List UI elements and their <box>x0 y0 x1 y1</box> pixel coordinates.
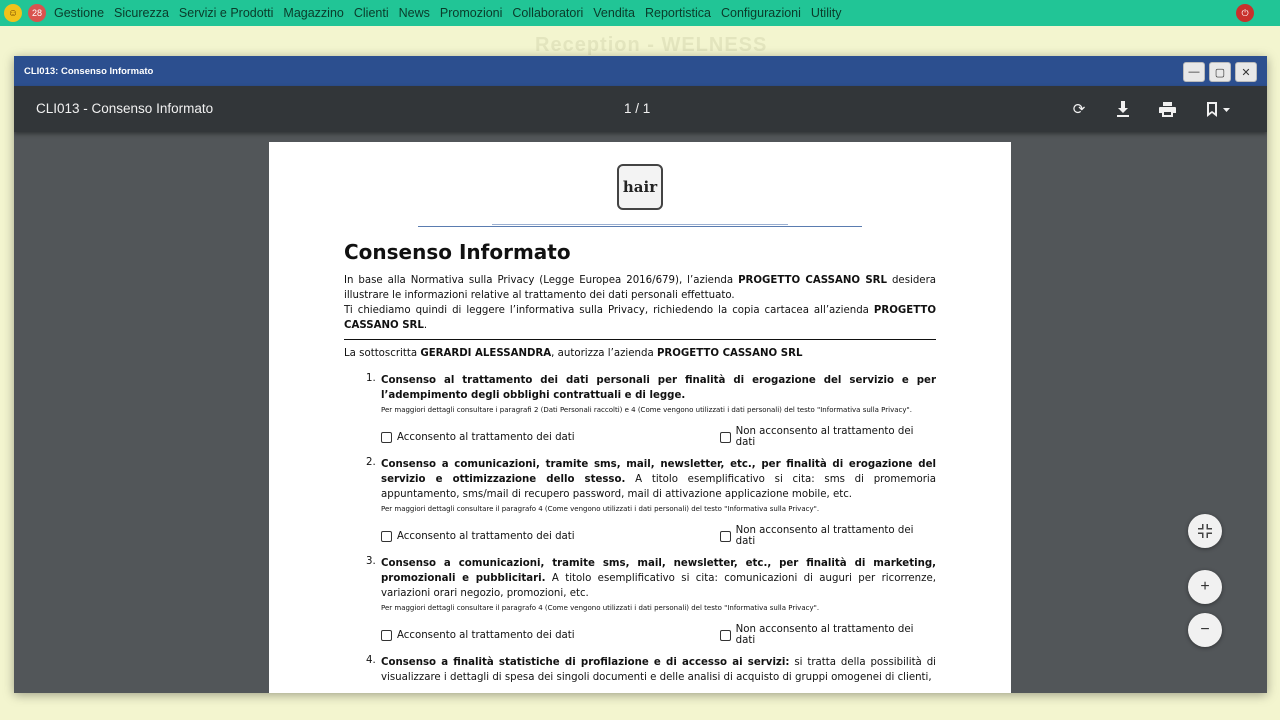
menu-item-collaboratori[interactable]: Collaboratori <box>512 6 584 20</box>
header-rule <box>492 224 788 225</box>
menu-item-clienti[interactable]: Clienti <box>353 6 389 20</box>
close-icon[interactable]: ✕ <box>1235 62 1257 82</box>
fit-page-icon[interactable] <box>1188 514 1222 548</box>
menu-item-magazzino[interactable]: Magazzino <box>283 6 344 20</box>
consent-item: 3. Consenso a comunicazioni, tramite sms, mail, newsletter, etc., per finalità di marketing, promozionali e pubblicitari. A titolo esemplificativo si cita: comunicazioni di auguri per ricorrenze, variazioni orari negozio, promozioni, etc. Per maggiori dettagli consultare il paragrafo 4 (Come vengono utilizzati i dati personali) del testo "Informativa sulla Privacy". Acconsento al trattamento dei dati Non acconsento al trattamento dei dati <box>366 556 936 646</box>
modal-title: CLI013: Consenso Informato <box>24 65 154 77</box>
menu-item-sicurezza[interactable]: Sicurezza <box>114 6 169 20</box>
print-icon[interactable] <box>1157 99 1177 119</box>
consent-modal <box>14 56 1267 693</box>
zoom-out-icon[interactable]: − <box>1188 613 1222 647</box>
menu-item-vendita[interactable]: Vendita <box>593 6 635 20</box>
document-heading: Consenso Informato <box>344 240 571 264</box>
calendar-icon[interactable] <box>28 4 46 22</box>
main-menubar <box>0 0 1280 26</box>
consent-2-no-checkbox[interactable]: Non acconsento al trattamento dei dati <box>720 525 936 547</box>
background-page-title: Reception - WELNESS <box>535 34 768 56</box>
menu-item-gestione[interactable]: Gestione <box>54 6 105 20</box>
consent-item: 1. Consenso al trattamento dei dati personali per finalità di erogazione del servizio e per l’adempimento degli obblighi contrattuali e di legge. Per maggiori dettagli consultare i paragrafi 2 (Dati Personali raccolti) e 4 (Come vengono utilizzati i dati personali) del testo "Informativa sulla Privacy". Acconsento al trattamento dei dati Non acconsento al trattamento dei dati <box>366 373 936 448</box>
document-body <box>344 240 936 693</box>
divider <box>344 339 936 340</box>
modal-titlebar[interactable] <box>14 56 1267 86</box>
menu-item-utility[interactable]: Utility <box>810 6 842 20</box>
menu-item-news[interactable]: News <box>398 6 430 20</box>
consent-note: Per maggiori dettagli consultare il paragrafo 4 (Come vengono utilizzati i dati personali) del testo "Informativa sulla Privacy". <box>381 604 820 612</box>
header-rule <box>418 226 862 227</box>
consent-1-no-checkbox[interactable]: Non acconsento al trattamento dei dati <box>720 426 936 448</box>
menu-item-servizi-prodotti[interactable]: Servizi e Prodotti <box>178 6 274 20</box>
logout-icon[interactable]: ⏻ <box>1236 4 1254 22</box>
pdf-toolbar <box>14 86 1267 132</box>
download-icon[interactable] <box>1113 99 1133 119</box>
consent-list <box>344 373 936 685</box>
consent-item: 2. Consenso a comunicazioni, tramite sms, mail, newsletter, etc., per finalità di erogazione del servizio e ottimizzazione dello stesso. A titolo esemplificativo si cita: sms di promemoria appuntamento, sms/mail di recupero password, mail di attivazione applicazione mobile, etc. Per maggiori dettagli consultare il paragrafo 4 (Come vengono utilizzati i dati personali) del testo "Informativa sulla Privacy". Acconsento al trattamento dei dati Non acconsento al trattamento dei dati <box>366 457 936 547</box>
consent-3-yes-checkbox[interactable]: Acconsento al trattamento dei dati <box>381 624 720 646</box>
menu-item-reportistica[interactable]: Reportistica <box>645 6 711 20</box>
consent-3-no-checkbox[interactable]: Non acconsento al trattamento dei dati <box>720 624 936 646</box>
bookmark-icon[interactable] <box>1204 99 1236 119</box>
consent-item: 4. Consenso a finalità statistiche di profilazione e di accesso ai servizi: si tratta della possibilità di visualizzare i dettagli di spesa dei singoli documenti e delle analisi di acquisto di gruppi omogenei di clienti, <box>366 655 936 683</box>
menu-item-configurazioni[interactable]: Configurazioni <box>721 6 801 20</box>
window-buttons <box>1183 62 1257 82</box>
pdf-document-name: CLI013 - Consenso Informato <box>36 101 214 116</box>
user-avatar-icon[interactable]: ☺ <box>4 4 22 22</box>
minimize-icon[interactable]: — <box>1183 62 1205 82</box>
pdf-page <box>269 142 1011 693</box>
maximize-icon[interactable]: ▢ <box>1209 62 1231 82</box>
rotate-icon[interactable]: ⟳ <box>1072 101 1086 118</box>
pdf-page-indicator: 1 / 1 <box>624 101 651 116</box>
zoom-in-icon[interactable]: + <box>1188 570 1222 604</box>
consent-note: Per maggiori dettagli consultare il paragrafo 4 (Come vengono utilizzati i dati personali) del testo "Informativa sulla Privacy". <box>381 505 820 513</box>
menu-item-promozioni[interactable]: Promozioni <box>439 6 503 20</box>
consent-2-yes-checkbox[interactable]: Acconsento al trattamento dei dati <box>381 525 720 547</box>
intro-paragraph: In base alla Normativa sulla Privacy (Legge Europea 2016/679), l’azienda PROGETTO CASSANO SRL desidera illustrare le informazioni relative al trattamento dei dati personali effettuato. Ti chiediamo quindi di leggere l’informativa sulla Privacy, richiedendo la copia cartacea all’azienda PROGETTO CASSANO SRL. <box>344 275 937 331</box>
consent-1-yes-checkbox[interactable]: Acconsento al trattamento dei dati <box>381 426 720 448</box>
consent-note: Per maggiori dettagli consultare i paragrafi 2 (Dati Personali raccolti) e 4 (Come vengono utilizzati i dati personali) del testo "Informativa sulla Privacy". <box>381 406 912 414</box>
subscriber-line: La sottoscritta GERARDI ALESSANDRA, autorizza l’azienda PROGETTO CASSANO SRL <box>344 348 803 359</box>
calendar-badge: 28 <box>31 8 42 18</box>
company-logo: hair <box>617 164 663 210</box>
